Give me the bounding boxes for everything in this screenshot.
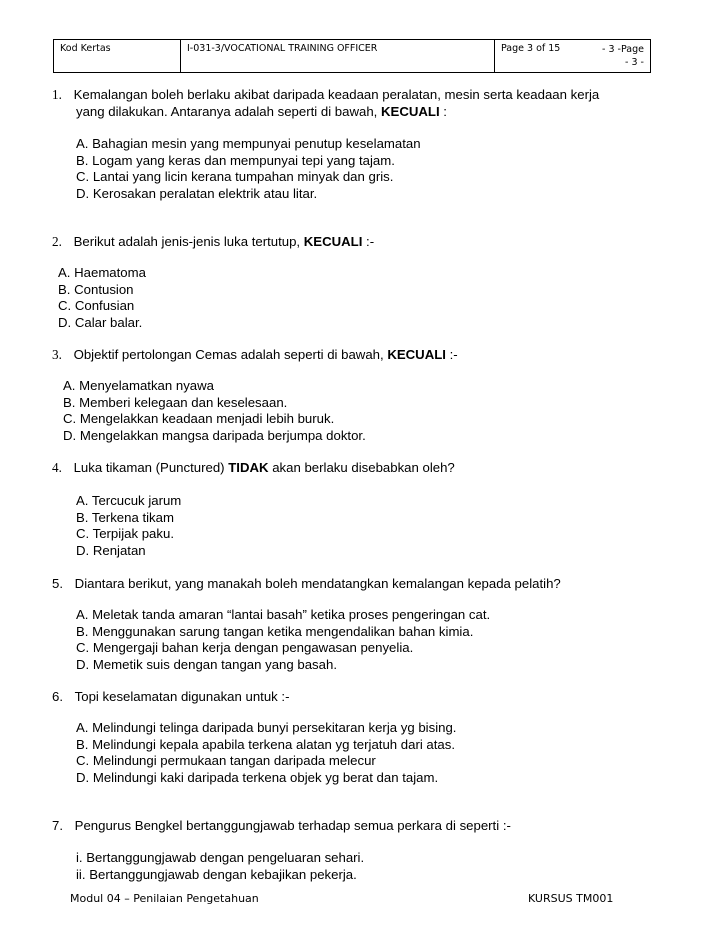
header-kod: Kod Kertas (54, 40, 181, 72)
question-text: Diantara berikut, yang manakah boleh mendatangkan kemalangan kepada pelatih? (74, 576, 561, 591)
option: C. Terpijak paku. (76, 526, 174, 541)
option: C. Lantai yang licin kerana tumpahan minyak dan gris. (76, 169, 394, 184)
question-number: 3. (52, 347, 62, 362)
option: A. Tercucuk jarum (76, 493, 182, 508)
question-5 (52, 576, 561, 593)
question-3-options (63, 378, 366, 444)
option: ii. Bertanggungjawab dengan kebajikan pekerja. (76, 866, 357, 882)
question-6 (52, 689, 289, 706)
question-text: Topi keselamatan digunakan untuk :- (74, 689, 290, 704)
footer-right: KURSUS TM001 (528, 892, 614, 905)
question-6-options (76, 720, 456, 786)
header-table (53, 39, 651, 73)
option: D. Kerosakan peralatan elektrik atau litar. (76, 185, 318, 201)
question-1-options (76, 136, 421, 202)
question-text: yang dilakukan. Antaranya adalah seperti di bawah, (76, 103, 378, 119)
question-number: 5. (52, 576, 63, 591)
question-number: 2. (52, 234, 62, 249)
question-emphasis: TIDAK (228, 460, 269, 475)
option: C. Melindungi permukaan tangan daripada melecur (76, 753, 376, 768)
option: A. Bahagian mesin yang mempunyai penutup keselamatan (76, 136, 421, 151)
option: A. Meletak tanda amaran “lantai basah” ketika proses pengeringan cat. (76, 607, 491, 622)
question-text: Objektif pertolongan Cemas adalah seperti di bawah, (73, 347, 384, 362)
question-2-options (58, 265, 146, 331)
option: B. Contusion (58, 281, 134, 297)
option: D. Renjatan (76, 542, 146, 558)
option: B. Melindungi kepala apabila terkena alatan yg terjatuh dari atas. (76, 736, 456, 752)
option: B. Terkena tikam (76, 509, 174, 525)
question-emphasis: KECUALI (387, 347, 446, 362)
question-number: 1. (52, 87, 62, 102)
question-text: Luka tikaman (Punctured) (73, 460, 225, 475)
option: A. Melindungi telinga daripada bunyi persekitaran kerja yg bising. (76, 720, 457, 735)
option: D. Melindungi kaki daripada terkena objek yg berat dan tajam. (76, 769, 439, 785)
option: i. Bertanggungjawab dengan pengeluaran sehari. (76, 850, 365, 865)
option: C. Mengergaji bahan kerja dengan pengawasan penyelia. (76, 640, 414, 655)
footer-left: Modul 04 – Penilaian Pengetahuan (70, 892, 259, 905)
header-page-of: Page 3 of 15 (501, 43, 561, 54)
option: B. Menggunakan sarung tangan ketika mengendalikan bahan kimia. (76, 623, 474, 639)
question-number: 6. (52, 689, 63, 704)
option: D. Calar balar. (58, 314, 143, 330)
option: A. Menyelamatkan nyawa (63, 378, 214, 393)
question-text: Pengurus Bengkel bertanggungjawab terhadap semua perkara di seperti :- (74, 818, 511, 833)
question-text: Berikut adalah jenis-jenis luka tertutup, (73, 234, 301, 249)
question-3: 3. Objektif pertolongan Cemas adalah seperti di bawah, KECUALI :- (52, 347, 458, 362)
option: C. Mengelakkan keadaan menjadi lebih buruk. (63, 411, 335, 426)
question-2: 2. Berikut adalah jenis-jenis luka tertutup, KECUALI :- (52, 234, 375, 249)
question-4-options (76, 493, 181, 559)
option: A. Haematoma (58, 265, 146, 280)
question-emphasis: KECUALI (303, 234, 363, 249)
question-7 (52, 818, 511, 835)
question-1: 1. Kemalangan boleh berlaku akibat daripada keadaan peralatan, mesin serta keadaan kerja yang dilakukan. Antaranya adalah seperti di bawah, KECUALI : (52, 87, 600, 119)
question-5-options (76, 607, 490, 673)
question-text: Kemalangan boleh berlaku akibat daripada keadaan peralatan, mesin serta keadaan kerja (73, 87, 600, 102)
question-emphasis: KECUALI (381, 103, 440, 119)
option: B. Logam yang keras dan mempunyai tepi yang tajam. (76, 152, 395, 168)
question-7-options (76, 850, 364, 883)
header-page (495, 40, 650, 72)
option: D. Mengelakkan mangsa daripada berjumpa doktor. (63, 427, 366, 443)
question-4: 4. Luka tikaman (Punctured) TIDAK akan berlaku disebabkan oleh? (52, 460, 455, 475)
option: B. Memberi kelegaan dan keselesaan. (63, 394, 288, 410)
header-code: I-031-3/VOCATIONAL TRAINING OFFICER (181, 40, 495, 72)
header-page-number: - 3 -Page - 3 - (602, 44, 644, 68)
question-number: 4. (52, 460, 62, 475)
option: D. Memetik suis dengan tangan yang basah. (76, 656, 337, 672)
option: C. Confusian (58, 298, 135, 313)
question-number: 7. (52, 818, 63, 833)
